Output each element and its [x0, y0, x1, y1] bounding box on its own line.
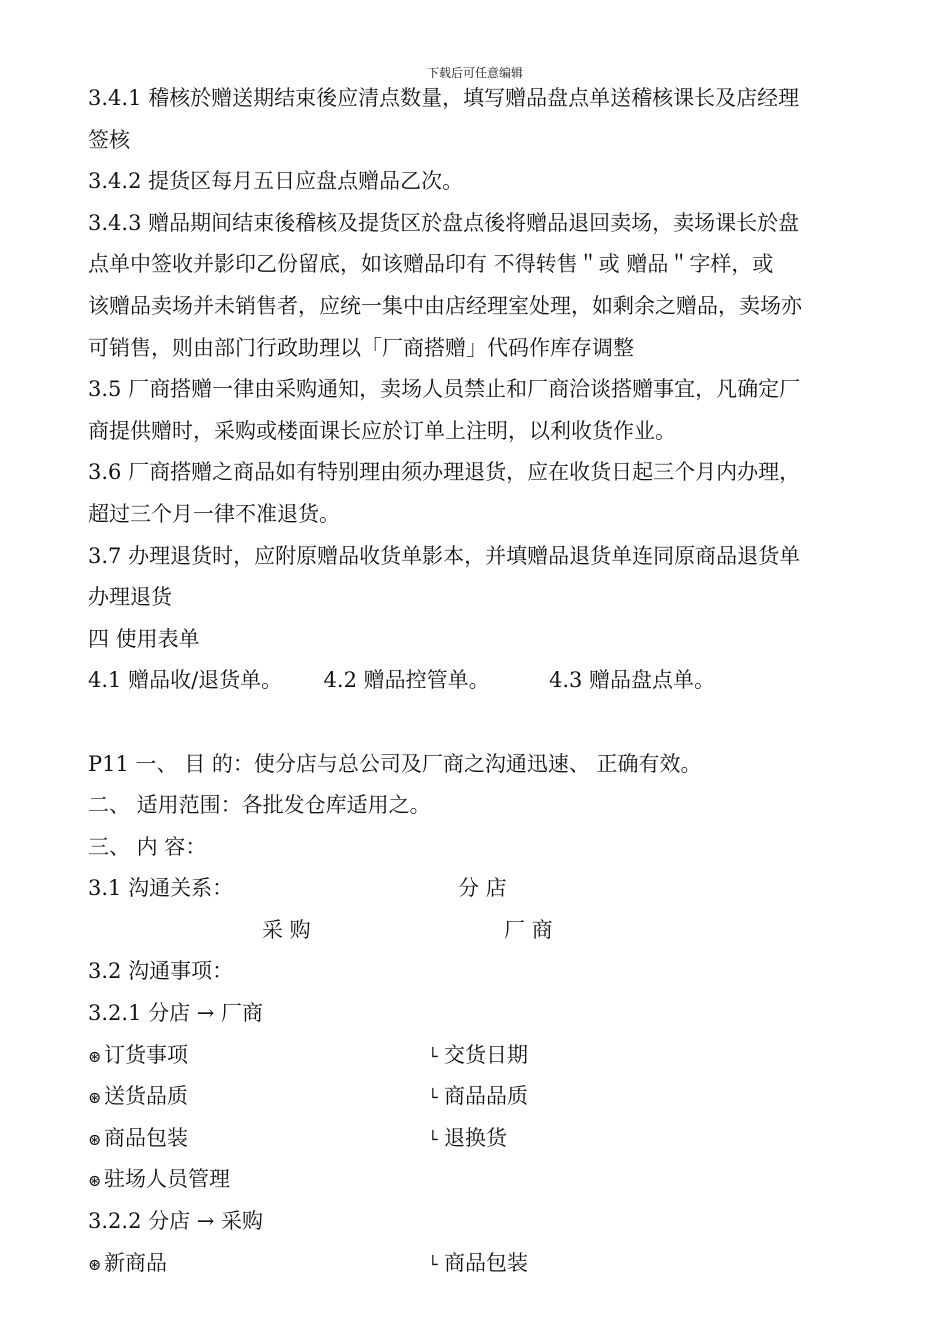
text-line: 3.6 厂商搭赠之商品如有特别理由须办理退货，应在收货日起三个月内办理，	[88, 460, 801, 485]
sub-section-label: 3.2.2 分店 → 采购	[88, 1209, 264, 1234]
circle-bullet-icon: ⊛	[88, 1171, 102, 1191]
circle-bullet-icon: ⊛	[88, 1046, 102, 1066]
section-heading: 四 使用表单	[88, 626, 200, 651]
text-line: 办理退货	[88, 585, 172, 610]
form-item: 4.3 赠品盘点单。	[548, 668, 716, 693]
text-line: 3.4.1 稽核於赠送期结束後应清点数量，填写赠品盘点单送稽核课长及店经理	[88, 86, 800, 110]
list-item: ⊛ 新商品 └ 商品包装	[88, 1243, 888, 1285]
document-body	[88, 78, 888, 1284]
scope-line: 二、 适用范围：各批发仓库适用之。	[88, 793, 431, 818]
circle-bullet-icon: ⊛	[88, 1088, 102, 1108]
form-item: 4.1 赠品收/退货单。	[88, 668, 283, 693]
relation-row-bottom	[88, 910, 888, 952]
text-line: 3.7 办理退货时，应附原赠品收货单影本，并填赠品退货单连同原商品退货单	[88, 543, 801, 568]
box-corner-icon: └	[428, 1129, 438, 1149]
relation-label: 3.1 沟通关系：	[88, 876, 234, 901]
text-line: 3.5 厂商搭赠一律由采购通知，卖场人员禁止和厂商洽谈搭赠事宜，凡确定厂	[88, 377, 801, 402]
text-line: 签核	[88, 127, 130, 152]
text-line: 商提供赠时，采购或楼面课长应於订单上注明，以利收货作业。	[88, 418, 676, 443]
purpose-line: P11 一、 目 的：使分店与总公司及厂商之沟通迅速、 正确有效。	[88, 751, 702, 776]
text-line: 点单中签收并影印乙份留底，如该赠品印有 不得转售＂或 赠品＂字样，或	[88, 252, 774, 277]
circle-bullet-icon: ⊛	[88, 1254, 102, 1274]
text-line: 3.4.3 赠品期间结束後稽核及提货区於盘点後将赠品退回卖场，卖场课长於盘	[88, 210, 800, 235]
matters-label: 3.2 沟通事项：	[88, 959, 234, 984]
relation-row-top	[88, 868, 888, 910]
list-item: ⊛ 商品包装 └ 退换货	[88, 1118, 888, 1160]
text-line: 3.4.2 提货区每月五日应盘点赠品乙次。	[88, 169, 464, 194]
forms-line	[88, 660, 888, 702]
header-note: 下载后可任意编辑	[426, 66, 523, 80]
box-corner-icon: └	[428, 1254, 438, 1274]
form-item: 4.2 赠品控管单。	[323, 668, 490, 693]
sub-section-label: 3.2.1 分店 → 厂商	[88, 1001, 264, 1026]
text-line: 该赠品卖场并未销售者，应统一集中由店经理室处理，如剩余之赠品，卖场亦	[88, 293, 802, 318]
list-item: ⊛ 送货品质 └ 商品品质	[88, 1076, 888, 1118]
list-item: ⊛ 驻场人员管理	[88, 1159, 888, 1201]
box-corner-icon: └	[428, 1088, 438, 1108]
text-line: 可销售，则由部门行政助理以「厂商搭赠」代码作库存调整	[88, 335, 634, 360]
content-heading: 三、 内 容：	[88, 834, 207, 859]
circle-bullet-icon: ⊛	[88, 1129, 102, 1149]
relation-purchasing: 采 购	[262, 917, 311, 942]
relation-vendor: 厂 商	[504, 917, 553, 942]
list-item: ⊛ 订货事项 └ 交货日期	[88, 1035, 888, 1077]
box-corner-icon: └	[428, 1046, 438, 1066]
relation-branch: 分 店	[458, 876, 507, 901]
text-line: 超过三个月一律不准退货。	[88, 501, 340, 526]
